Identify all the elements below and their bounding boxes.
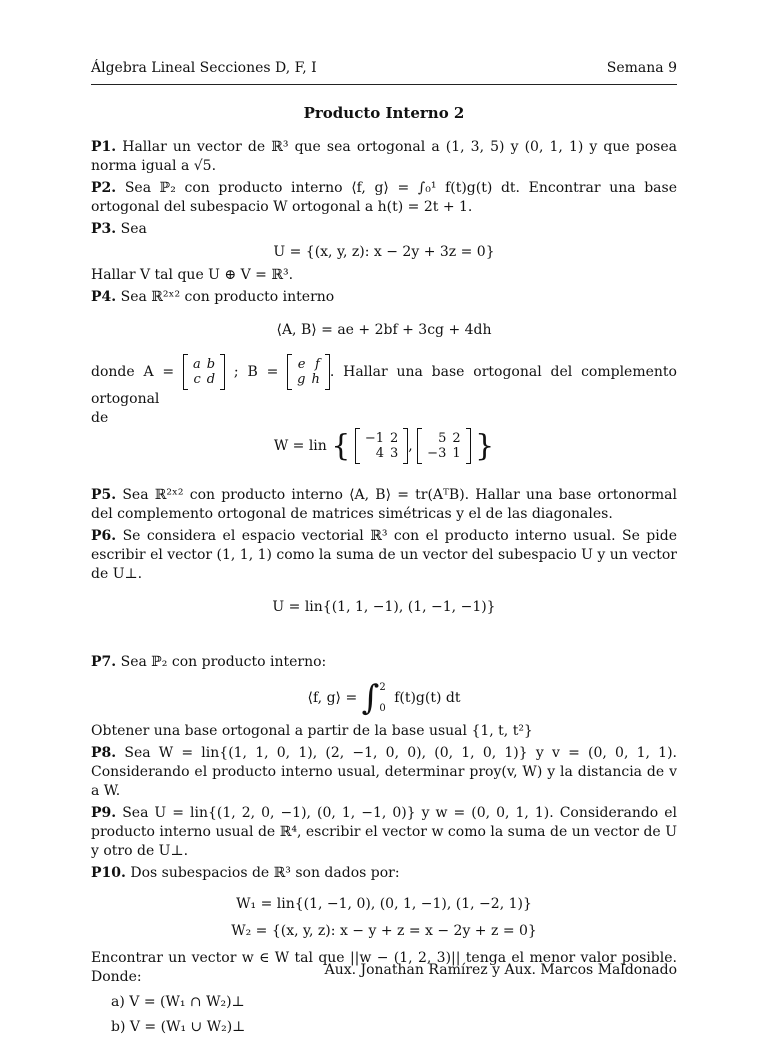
sub-item-a: a) V = (W₁ ∩ W₂)⊥ [111, 994, 245, 1010]
matrix-cell: f [315, 357, 320, 372]
matrix-b [287, 354, 330, 390]
integral-equation [91, 678, 677, 718]
display-equation: U = {(x, y, z): x − 2y + 3z = 0} [273, 244, 495, 260]
problem-1 [91, 138, 677, 176]
matrix-definition-line [91, 354, 677, 409]
left-brace: { [331, 428, 351, 464]
sub-item-list [111, 993, 677, 1037]
span-w-equation [91, 428, 677, 464]
problem-label: P7. [91, 654, 117, 670]
problem-7 [91, 653, 677, 741]
problem-label: P9. [91, 805, 117, 821]
display-equation: ⟨A, B⟩ = ae + 2bf + 3cg + 4dh [276, 322, 492, 338]
matrix-cell: 2 [452, 431, 461, 446]
problem-text: Sea W = lin{(1, 1, 0, 1), (2, −1, 0, 0), (0, 1, 0, 1)} y v = (0, 0, 1, 1). Considerando el producto interno usual, determinar proy(v, W) y la distancia de v a W. [91, 745, 677, 799]
problem-label: P8. [91, 745, 117, 761]
problem-label: P1. [91, 139, 117, 155]
problem-text: Sea ℙ₂ con producto interno: [120, 654, 327, 670]
matrix-w2 [417, 428, 470, 464]
matrix-cell: d [206, 372, 216, 387]
text-fragment: ; B = [233, 364, 279, 380]
problem-label: P2. [91, 180, 117, 196]
problem-text: Dos subespacios de ℝ³ son dados por: [130, 865, 400, 881]
display-equation-w2: W₂ = {(x, y, z): x − y + z = x − 2y + z = 0} [231, 923, 537, 939]
problem-text-after: Encontrar un vector w ∈ W tal que ||w − (1, 2, 3)|| tenga el menor valor posible. Donde: [91, 950, 677, 985]
problem-label: P3. [91, 221, 117, 237]
lower-limit: 0 [379, 703, 386, 714]
text-fragment: f(t)g(t) dt [394, 690, 461, 706]
problem-text: Hallar un vector de ℝ³ que sea ortogonal a (1, 3, 5) y (0, 1, 1) y que posea norma igual a √5. [91, 139, 677, 174]
integral-limits [379, 678, 385, 718]
upper-limit: 2 [379, 682, 386, 693]
problem-5 [91, 486, 677, 524]
right-brace: } [475, 428, 495, 464]
problem-9 [91, 804, 677, 861]
display-equation-w1: W₁ = lin{(1, −1, 0), (0, 1, −1), (1, −2, 1)} [236, 896, 532, 912]
problem-10 [91, 864, 677, 1037]
problem-8 [91, 744, 677, 801]
matrix-cell: 2 [389, 431, 399, 446]
text-fragment: ⟨f, g⟩ = [307, 690, 358, 706]
matrix-cell: 1 [452, 446, 461, 461]
integral-sign: ∫ [361, 677, 380, 718]
matrix-w1 [355, 428, 408, 464]
text-fragment: W = lin [273, 438, 327, 454]
problem-text: Sea U = lin{(1, 2, 0, −1), (0, 1, −1, 0)} y w = (0, 0, 1, 1). Considerando el producto interno usual de ℝ⁴, escribir el vector w como la suma de un vector de U y otro de U⊥. [91, 805, 678, 859]
sub-item-b: b) V = (W₁ ∪ W₂)⊥ [111, 1019, 246, 1035]
matrix-cell: 3 [389, 446, 399, 461]
problem-label: P10. [91, 865, 126, 881]
matrix-cell: −1 [364, 431, 384, 446]
matrix-cell: e [297, 357, 306, 372]
problem-text-after: Hallar V tal que U ⊕ V = ℝ³. [91, 267, 294, 283]
problem-text: Sea ℝ²ˣ² con producto interno [120, 289, 335, 305]
display-equation: U = lin{(1, 1, −1), (1, −1, −1)} [272, 599, 496, 615]
matrix-cell: 4 [375, 446, 384, 461]
problem-3 [91, 220, 677, 285]
matrix-a [183, 354, 225, 390]
problem-text: Sea ℝ²ˣ² con producto interno ⟨A, B⟩ = tr(AᵀB). Hallar una base ortonormal del complemento ortogonal de matrices simétricas y el de las diagonales. [91, 487, 677, 522]
text-fragment: . Hallar una base ortogonal del complemento ortogonal [91, 364, 677, 407]
course-name: Álgebra Lineal Secciones D, F, I [91, 60, 317, 76]
matrix-cell: h [311, 372, 320, 387]
page-header [91, 60, 677, 80]
matrix-cell: −3 [427, 446, 447, 461]
problem-text-after: Obtener una base ortogonal a partir de la base usual {1, t, t²} [91, 723, 533, 739]
problem-text: Se considera el espacio vectorial ℝ³ con el producto interno usual. Se pide escribir el vector (1, 1, 1) como la suma de un vector del subespacio U y un vector de U⊥. [91, 528, 677, 582]
problem-label: P6. [91, 528, 117, 544]
problem-4 [91, 288, 677, 464]
problem-text: Sea ℙ₂ con producto interno ⟨f, g⟩ = ∫₀¹ f(t)g(t) dt. Encontrar una base ortogonal del subespacio W ortogonal a h(t) = 2t + 1. [91, 180, 677, 215]
problem-label: P5. [91, 487, 117, 503]
matrix-cell: b [206, 357, 216, 372]
text-fragment: de [91, 410, 109, 426]
matrix-cell: a [192, 357, 201, 372]
problem-list [91, 138, 677, 1043]
problem-2 [91, 179, 677, 217]
matrix-cell: c [193, 372, 201, 387]
problem-text: Sea [120, 221, 147, 237]
matrix-cell: g [297, 372, 306, 387]
page-title: Producto Interno 2 [303, 104, 465, 122]
problem-label: P4. [91, 289, 117, 305]
matrix-cell: 5 [438, 431, 447, 446]
header-rule [91, 84, 677, 85]
problem-6 [91, 527, 677, 617]
text-fragment: donde A = [91, 364, 175, 380]
page-footer-authors: Aux. Jonathan Ramírez y Aux. Marcos Maldonado [324, 962, 677, 978]
text-fragment: , [408, 438, 413, 454]
week-label: Semana 9 [606, 60, 677, 76]
